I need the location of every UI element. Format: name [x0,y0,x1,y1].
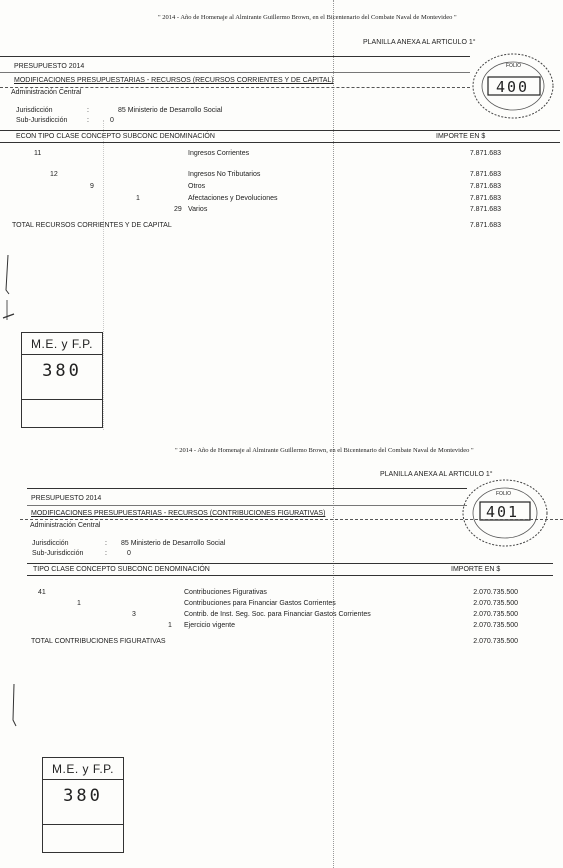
row-denominacion: Ingresos No Tributarios [188,171,261,178]
row-importe: 7.871.683 [469,150,501,157]
dashed-divider [0,87,470,88]
divider [0,130,560,131]
total-label: TOTAL CONTRIBUCIONES FIGURATIVAS [31,638,166,645]
stamp-title: M.E. y F.P. [22,333,102,355]
row-importe: 7.871.683 [469,206,501,213]
ministry-stamp [21,332,103,428]
row-code: 9 [90,183,94,190]
row-denominacion: Otros [188,183,206,190]
header-note: " 2014 - Año de Homenaje al Almirante Guillermo Brown, en el Bicentenario del Combate Naval de Montevideo " [175,447,474,454]
row-denominacion: Varios [188,206,208,213]
colon: : [87,117,89,124]
colon: : [105,540,107,547]
stamp-title: M.E. y F.P. [43,758,123,780]
jurisdiccion-label: Jurisdicción [16,107,53,114]
stamp-number: 380 [63,786,103,806]
dashed-divider [20,519,563,520]
modificaciones-title: MODIFICACIONES PRESUPUESTARIAS - RECURSOS (CONTRIBUCIONES FIGURATIVAS) [31,510,326,517]
margin-tick [2,312,16,320]
presupuesto-label: PRESUPUESTO 2014 [14,63,85,70]
column-headers: TIPO CLASE CONCEPTO SUBCONC DENOMINACIÓN [33,566,210,573]
row-code: 11 [34,150,42,157]
colon: : [87,107,89,114]
divider [27,575,553,576]
row-importe: 7.871.683 [469,183,501,190]
folio-label: FOLIO [496,491,512,497]
total-value: 2.070.735.500 [473,638,518,645]
jurisdiccion-value: 85 Ministerio de Desarrollo Social [118,107,223,114]
admin-label: Administración Central [11,89,82,96]
row-code: 1 [136,195,140,202]
column-headers: ECON TIPO CLASE CONCEPTO SUBCONC DENOMINACIÓN [16,133,215,140]
divider [27,563,553,564]
row-code: 3 [132,611,136,618]
importe-header: IMPORTE EN $ [436,133,486,140]
colon: : [105,550,107,557]
jurisdiccion-label: Jurisdicción [32,540,69,547]
row-code: 1 [168,622,172,629]
folio-number: 401 [486,503,520,521]
row-denominacion: Ejercicio vigente [184,622,235,629]
row-importe: 2.070.735.500 [473,589,518,596]
jurisdiccion-value: 85 Ministerio de Desarrollo Social [121,540,226,547]
row-importe: 7.871.683 [469,171,501,178]
fold-line-left [103,120,104,430]
subjur-label: Sub-Jurisdicción [32,550,84,557]
admin-label: Administración Central [30,522,101,529]
row-denominacion: Afectaciones y Devoluciones [188,195,278,202]
divider [0,56,470,57]
planilla-anexa-title: PLANILLA ANEXA AL ARTICULO 1° [363,39,476,46]
folio-label: FOLIO [506,63,522,69]
row-code: 41 [38,589,46,596]
subjur-value: 0 [110,117,114,124]
row-importe: 2.070.735.500 [473,600,518,607]
row-denominacion: Contribuciones Figurativas [184,589,267,596]
row-importe: 2.070.735.500 [473,622,518,629]
row-denominacion: Contrib. de Inst. Seg. Soc. para Financiar Gastos Corrientes [184,611,371,618]
total-label: TOTAL RECURSOS CORRIENTES Y DE CAPITAL [12,222,172,229]
row-importe: 2.070.735.500 [473,611,518,618]
subjur-label: Sub-Jurisdicción [16,117,68,124]
stamp-blank [22,399,102,427]
subjur-value: 0 [127,550,131,557]
divider [0,142,560,143]
divider [27,488,467,489]
stamp-number: 380 [42,361,82,381]
importe-header: IMPORTE EN $ [451,566,501,573]
header-note: " 2014 - Año de Homenaje al Almirante Guillermo Brown, en el Bicentenario del Combate Naval de Montevideo " [158,14,457,21]
row-code: 1 [77,600,81,607]
row-code: 12 [50,171,58,178]
total-value: 7.871.683 [469,222,501,229]
stamp-blank [43,824,123,852]
divider [0,72,470,73]
planilla-anexa-title: PLANILLA ANEXA AL ARTICULO 1° [380,471,493,478]
divider [27,505,467,506]
modificaciones-title: MODIFICACIONES PRESUPUESTARIAS - RECURSOS (RECURSOS CORRIENTES Y DE CAPITAL) [14,77,334,84]
row-denominacion: Contribuciones para Financiar Gastos Corrientes [184,600,336,607]
presupuesto-label: PRESUPUESTO 2014 [31,495,102,502]
row-importe: 7.871.683 [469,195,501,202]
folio-number: 400 [496,78,530,96]
margin-mark [4,680,24,740]
row-denominacion: Ingresos Corrientes [188,150,250,157]
ministry-stamp [42,757,124,853]
row-code: 29 [174,206,182,213]
